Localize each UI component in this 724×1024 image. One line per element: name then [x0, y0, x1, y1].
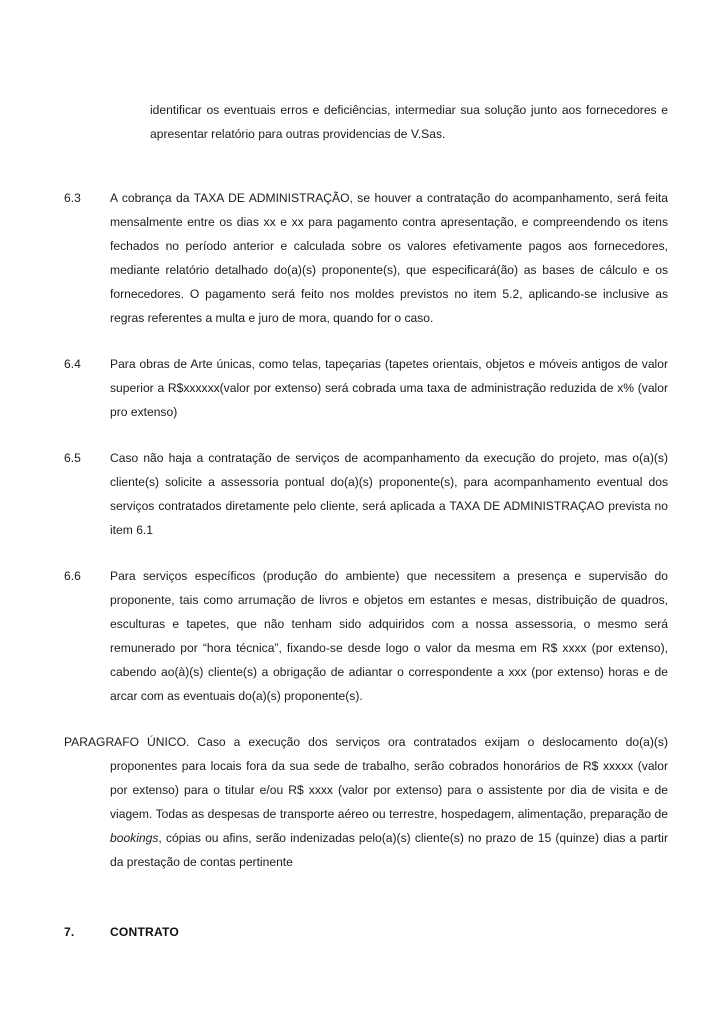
clause-6-4	[64, 352, 668, 424]
clause-6-5-number: 6.5	[64, 451, 81, 466]
spacer-after-6-4	[0, 424, 724, 446]
section-7-number: 7.	[64, 925, 75, 940]
top-margin-spacer	[0, 0, 724, 86]
paragrafo-unico-part-1: PARAGRAFO ÚNICO. Caso a execução dos serviços ora contratados exijam o deslocamento do(a)(s) proponentes para locais fora da sua sede de trabalho, serão cobrados honorários de R$ xxxxx (valor por extenso) para o titular e/ou R$ xxxx (valor por extenso) para o assistente por dia de visita e de viagem. Todas as despesas de transporte aéreo ou terrestre, hospedagem, alimentação, preparação de	[64, 735, 668, 822]
paragrafo-unico-italic-term: bookings	[110, 831, 159, 846]
clause-6-5-text: Caso não haja a contratação de serviços de acompanhamento da execução do projeto, mas o(a)(s) cliente(s) solicite a assessoria pontual do(a)(s) proponente(s), para acompanhamento eventual dos serviços contratados diretamente pelo cliente, será aplicada a TAXA DE ADMINISTRAÇAO prevista no item 6.1	[110, 451, 668, 538]
clause-6-6-text: Para serviços específicos (produção do ambiente) que necessitem a presença e supervisão do proponente, tais como arrumação de livros e objetos em estantes e mesas, distribuição de quadros, esculturas e tapetes, que não tenham sido adquiridos com a nossa assessoria, o mesmo será remunerado por “hora técnica”, fixando-se desde logo o valor da mesma em R$ xxxx (por extenso), cabendo ao(à)(s) cliente(s) a obrigação de adiantar o correspondente a xxx (por extenso) horas e de arcar com as eventuais do(a)(s) proponente(s).	[110, 569, 668, 704]
spacer-before-section-7	[0, 886, 724, 920]
clause-6-5	[64, 446, 668, 542]
spacer-after-6-5	[0, 542, 724, 564]
section-7-title: CONTRATO	[110, 925, 180, 940]
spacer-after-continuation	[0, 158, 724, 186]
clause-6-3	[64, 186, 668, 330]
spacer-after-6-6	[0, 708, 724, 718]
clause-6-4-text: Para obras de Arte únicas, como telas, tapeçarias (tapetes orientais, objetos e móveis antigos de valor superior a R$xxxxxx(valor por extenso) será cobrada uma taxa de administração reduzida de x% (valor pro extenso)	[110, 357, 668, 420]
paragrafo-unico	[64, 730, 668, 874]
clause-6-4-number: 6.4	[64, 357, 81, 372]
continuation-paragraph: identificar os eventuais erros e deficiências, intermediar sua solução junto aos fornecedores e apresentar relatório para outras providencias de V.Sas.	[150, 103, 668, 142]
spacer-after-6-3	[0, 330, 724, 352]
clause-6-3-text: A cobrança da TAXA DE ADMINISTRAÇÃO, se houver a contratação do acompanhamento, será feita mensalmente entre os dias xx e xx para pagamento contra apresentação, e compreendendo os itens fechados no período anterior e calculada sobre os valores efetivamente pagos aos fornecedores, mediante relatório detalhado do(a)(s) proponente(s), que especificará(ão) as bases de cálculo e os fornecedores. O pagamento será feito nos moldes previstos no item 5.2, aplicando-se inclusive as regras referentes a multa e juro de mora, quando for o caso.	[110, 191, 668, 326]
clause-6-6-number: 6.6	[64, 569, 81, 584]
clause-6-3-number: 6.3	[64, 191, 81, 206]
clause-6-6	[64, 564, 668, 708]
section-heading-7	[64, 920, 724, 944]
paragrafo-unico-part-2: , cópias ou afins, serão indenizadas pelo(a)(s) cliente(s) no prazo de 15 (quinze) dias a partir da prestação de contas pertinente	[110, 831, 668, 870]
